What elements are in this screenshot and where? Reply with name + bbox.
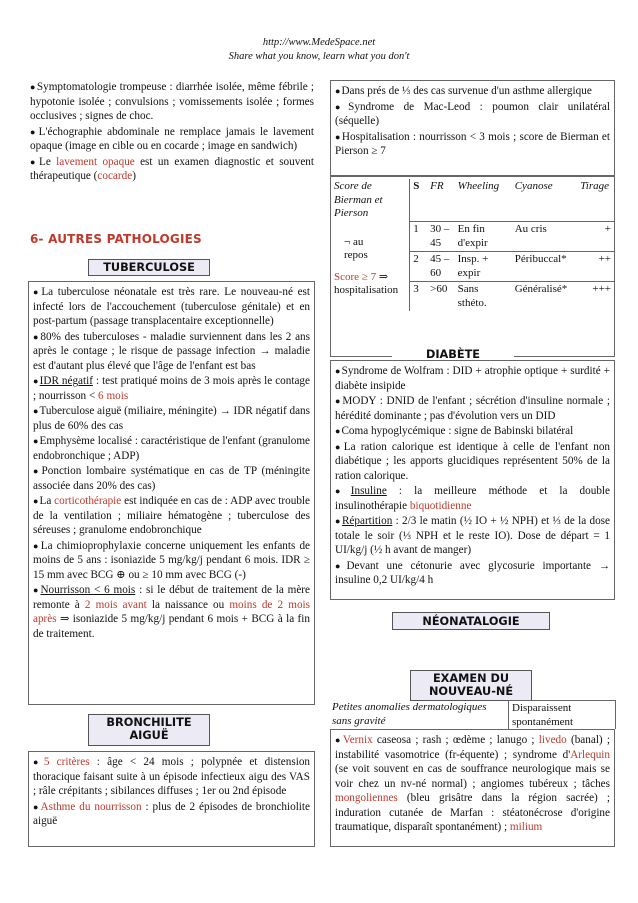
table-cell: >60 — [427, 282, 454, 312]
score-table — [331, 179, 614, 311]
table-cell: Sans sthéto. — [455, 282, 512, 312]
table-cell: +++ — [577, 282, 614, 312]
table-cell: Généralisé* — [512, 282, 578, 312]
caption-left: Petites anomalies dermatologiques sans gravité — [332, 701, 487, 727]
table-cell: 2 — [410, 252, 427, 282]
paragraph: ●L'échographie abdominale ne remplace jamais le lavement opaque (image en cible ou en cocarde ; image en sandwich) — [30, 125, 314, 152]
score-note-2: Score ≥ 7 ⇒ hospitalisation — [334, 270, 399, 296]
examen-title: EXAMEN DU NOUVEAU-NÉ — [410, 670, 532, 701]
section-title: 6- AUTRES PATHOLOGIES — [30, 232, 202, 246]
header-url: http://www.MedeSpace.net — [262, 37, 376, 48]
tuberculose-box: ●La tuberculose néonatale est très rare. Le nouveau-né est infecté lors de l'accouchement (tuberculose génitale) et en post-partum (passage transplacentaire exceptionnelle) ●80% des tuberculoses - maladie surviennent dans les 2 ans après le contage ; le risque de passage infection → maladie est d'autant plus élevé que l'âge de l'enfant est bas ●IDR négatif : test pratiqué moins de 3 mois après le contage ; nourrisson < 6 mois ●Tuberculose aiguë (miliaire, méningite) → IDR négatif dans plus de 60% des cas ●Emphysème localisé : caractéristique de l'enfant (granulome endobronchique ; ADP) ●Ponction lombaire systématique en cas de TP (méningite associée dans 20% des cas) ●La corticothérapie est indiquée en cas de : ADP avec trouble de la ventilation ; miliaire hématogène ; tuberculose des séreuses ; granulome endobronchique ●La chimioprophylaxie concerne uniquement les enfants de moins de 5 ans : isoniazide 5 mg/kg/j pendant 6 mois. IDR ≥ 15 mm avec BCG ⊕ ou ≥ 10 mm avec BCG (-) ●Nourrisson < 6 mois : si le début de traitement de la mère remonte à 2 mois avant la naissance ou moins de 2 mois après ⇒ isoniazide 5 mg/kg/j pendant 6 mois + BCG à la fin de traitement. — [28, 281, 315, 705]
diabete-box: ●Syndrome de Wolfram : DID + atrophie optique + surdité + diabète insipide ●MODY : DNID de l'enfant ; sécrétion d'insuline normale ; hérédité dominante ; pas d'évolution vers un DID ●Coma hypoglycémique : signe de Babinski bilatéral ●La ration calorique est identique à celle de l'enfant non diabétique ; les apports glucidiques représentent 50% de la ration calorique. ●Insuline : la meilleure méthode et la double insulinothérapie biquotidienne ●Répartition : 2/3 le matin (½ IO + ½ NPH) et ⅓ de la dose totale le soir (⅓ NPH et le reste IO). Dose de départ = 1 UI/kg/j (½ h avant de manger) ●Devant une cétonurie avec glycosurie importante → insuline 0,2 UI/kg/4 h — [330, 360, 615, 600]
table-cell: Au cris — [512, 222, 578, 252]
left-intro — [30, 80, 314, 185]
table-cell: Insp. + expir — [455, 252, 512, 282]
table-cell: + — [577, 222, 614, 252]
table-header: Tirage — [580, 180, 609, 192]
score-table-box — [330, 176, 615, 357]
tuberculose-title: TUBERCULOSE — [88, 259, 210, 276]
table-cell: Péribuccal* — [512, 252, 578, 282]
table-header: FR — [430, 180, 444, 192]
bronchilite-box: ●5 critères : âge < 24 mois ; polypnée et distension thoracique faisant suite à un épisode infectieux aigu des VAS ; râle crépitants ; sibilances diffuses ; 1er ou 2nd épisode ●Asthme du nourrisson : plus de 2 épisodes de bronchiolite aiguë — [28, 751, 315, 847]
table-header: Wheeling — [457, 180, 500, 192]
caption-right: Disparaissent spontanément — [508, 700, 616, 729]
table-header: Cyanose — [514, 180, 553, 192]
table-cell: En fin d'expir — [455, 222, 512, 252]
header-tagline: Share what you know, learn what you don't — [228, 51, 410, 62]
paragraph: ●Symptomatologie trompeuse : diarrhée isolée, même fébrile ; hypotonie isolée ; convulsions ; vomissements isolée ; formes occlusives ; signes de choc. — [30, 81, 315, 122]
neonatalogie-title: NÉONATALOGIE — [392, 612, 550, 630]
paragraph: ●Le lavement opaque est un examen diagnostic et souvent thérapeutique (cocarde) — [30, 155, 315, 182]
table-cell: 3 — [410, 282, 427, 312]
table-cell: 1 — [410, 222, 427, 252]
table-cell: ++ — [577, 252, 614, 282]
table-header: Score de Bierman et Pierson — [334, 180, 383, 219]
diabete-title: DIABÈTE — [392, 347, 514, 362]
neonat-box: ●Vernix caseosa ; rash ; œdème ; lanugo ; livedo (banal) ; instabilité vasomotrice (fr-équente) ; syndrome d'Arlequin (se voit souvent en cas de souffrance neurologique mais se voir chez un nv-né normal) ; angiomes tubéreux ; tâches mongoliennes (bleu grisâtre dans la région sacrée) ; induration cutanée de Marfan : stéatonécrose d'origine traumatique, disparaît spontanément) ; milium — [330, 729, 615, 847]
table-cell: 30 – 45 — [427, 222, 454, 252]
score-note: ¬ au repos — [344, 235, 368, 261]
table-header: S — [410, 179, 427, 222]
asthma-box: ●Dans prés de ⅓ des cas survenue d'un asthme allergique ●Syndrome de Mac-Leod : poumon clair unilatéral (séquelle) ●Hospitalisation : nourrisson < 3 mois ; score de Bierman et Pierson ≥ 7 — [330, 80, 615, 176]
bronchilite-title: BRONCHILITE AIGUË — [88, 714, 210, 746]
table-cell: 45 – 60 — [427, 252, 454, 282]
